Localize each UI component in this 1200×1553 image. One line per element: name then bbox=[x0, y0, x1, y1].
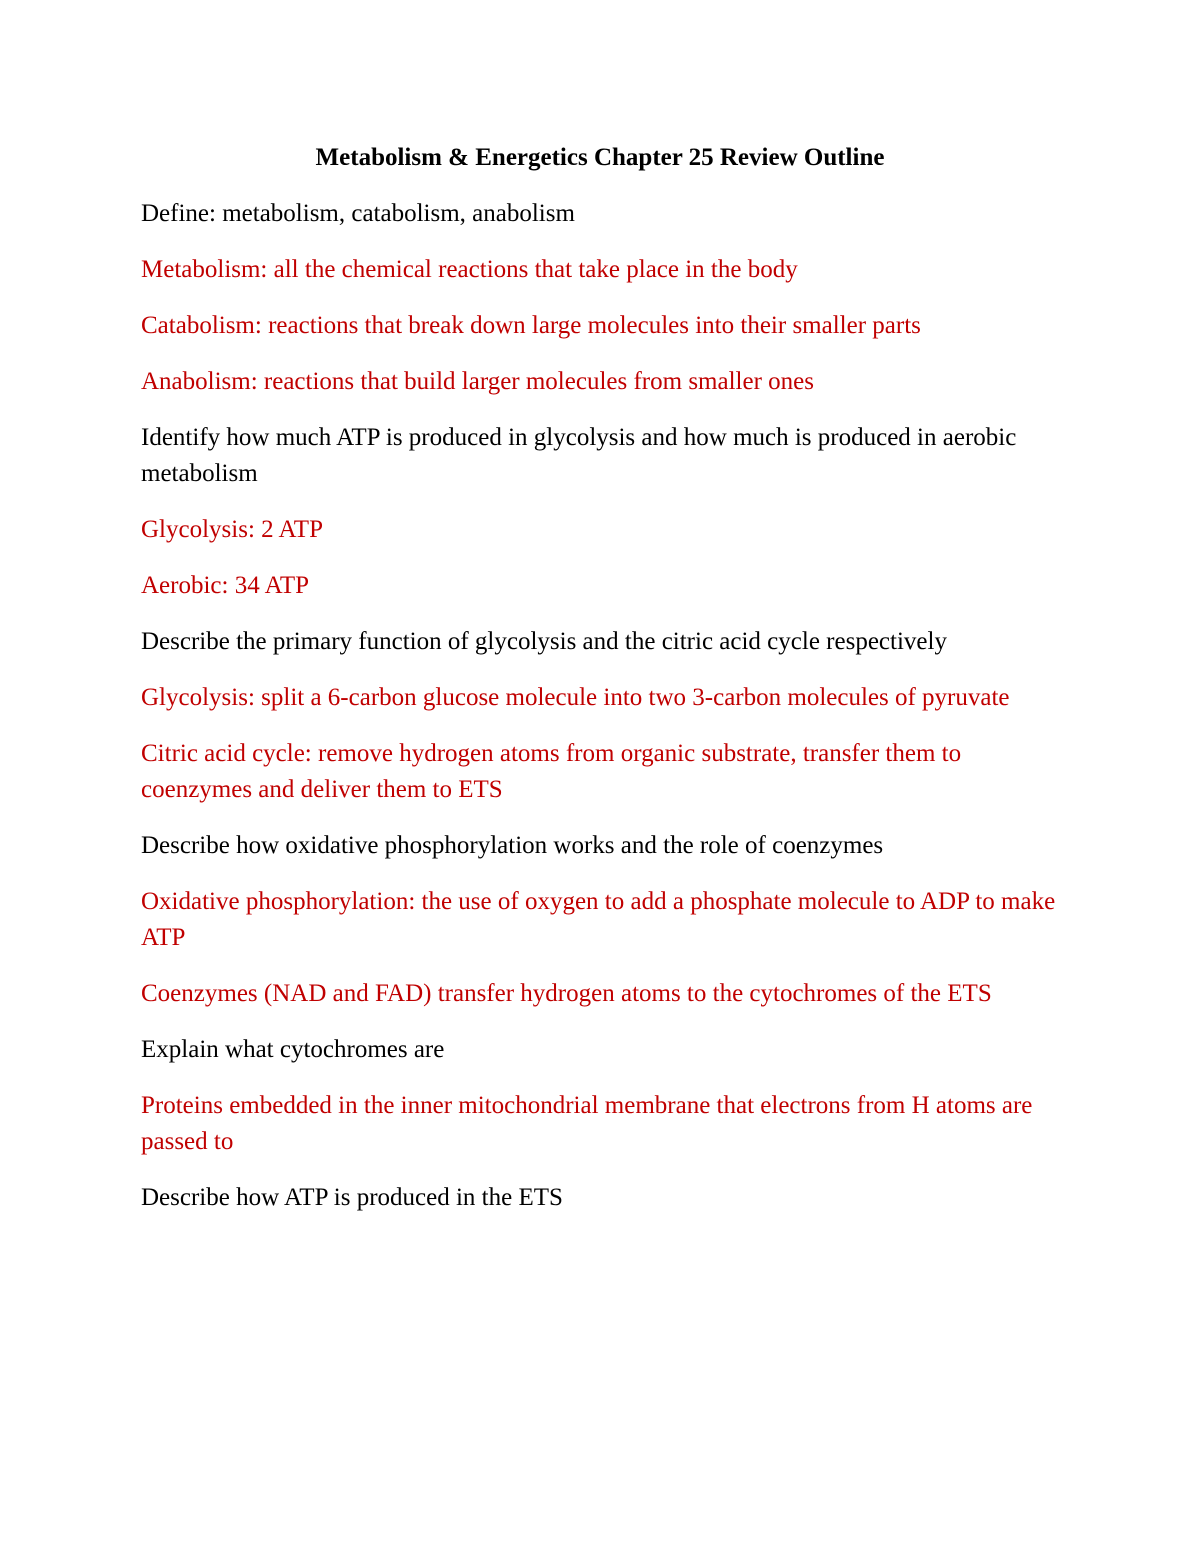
answer-paragraph: Aerobic: 34 ATP bbox=[141, 572, 310, 599]
answer-paragraph: Citric acid cycle: remove hydrogen atoms from organic substrate, transfer them to coenzymes and deliver them to ETS bbox=[141, 740, 962, 803]
document-body bbox=[141, 196, 1066, 1236]
answer-paragraph: Catabolism: reactions that break down large molecules into their smaller parts bbox=[141, 312, 921, 339]
question-paragraph: Identify how much ATP is produced in glycolysis and how much is produced in aerobic metabolism bbox=[141, 424, 1017, 487]
answer-paragraph: Glycolysis: split a 6-carbon glucose molecule into two 3-carbon molecules of pyruvate bbox=[141, 684, 1010, 711]
question-paragraph: Describe how ATP is produced in the ETS bbox=[141, 1184, 563, 1211]
answer-paragraph: Anabolism: reactions that build larger molecules from smaller ones bbox=[141, 368, 814, 395]
question-paragraph: Describe the primary function of glycolysis and the citric acid cycle respectively bbox=[141, 628, 947, 655]
answer-paragraph: Oxidative phosphorylation: the use of oxygen to add a phosphate molecule to ADP to make ATP bbox=[141, 888, 1056, 951]
answer-paragraph: Metabolism: all the chemical reactions that take place in the body bbox=[141, 256, 798, 283]
answer-paragraph: Glycolysis: 2 ATP bbox=[141, 516, 323, 543]
question-paragraph: Define: metabolism, catabolism, anabolism bbox=[141, 200, 575, 227]
answer-paragraph: Coenzymes (NAD and FAD) transfer hydrogen atoms to the cytochromes of the ETS bbox=[141, 980, 992, 1007]
question-paragraph: Describe how oxidative phosphorylation works and the role of coenzymes bbox=[141, 832, 884, 859]
question-paragraph: Explain what cytochromes are bbox=[141, 1036, 445, 1063]
document-title: Metabolism & Energetics Chapter 25 Review Outline bbox=[315, 144, 885, 171]
answer-paragraph: Proteins embedded in the inner mitochondrial membrane that electrons from H atoms are passed to bbox=[141, 1092, 1033, 1155]
